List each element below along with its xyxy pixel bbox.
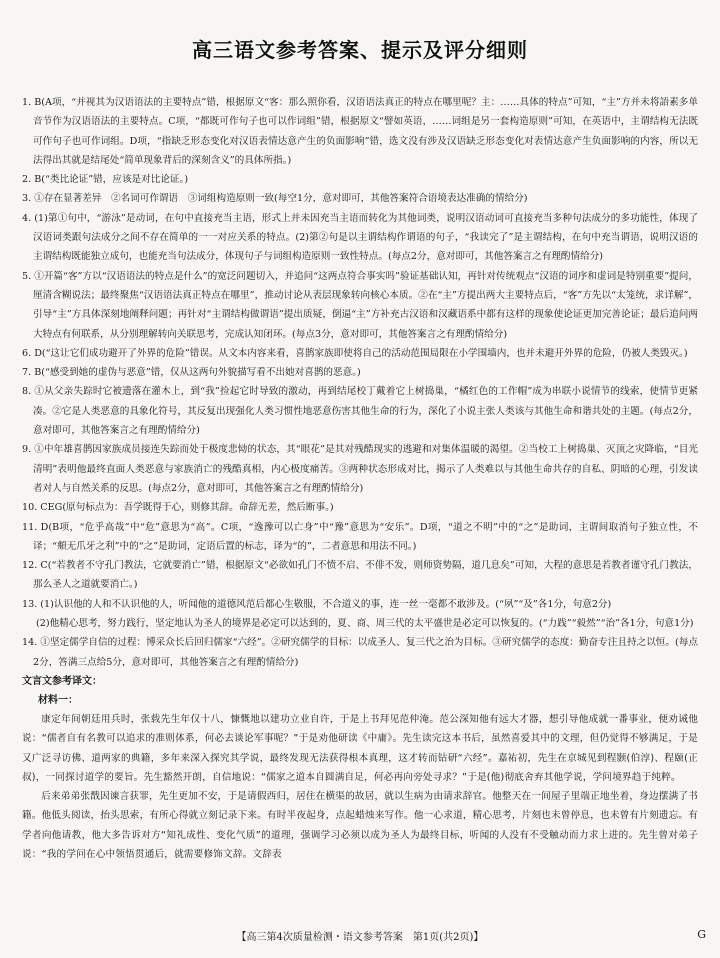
material-heading: 材料一：: [38, 694, 78, 706]
page-title: 高三语文参考答案、提示及评分细则: [192, 38, 528, 62]
page-footer: 【高三第4次质量检测・语文参考答案 第1页(共2页)】: [236, 932, 484, 943]
answer-item: (2)他精心思考，努力践行，坚定地认为圣人的境界是必定可以达到的，夏、商、周三代的太平盛世是必定可以恢复的。(“力践”“毅然”“治”各1分，句意1分): [36, 618, 694, 630]
answer-item: 4. (1)第①句中，“游泳”是动词，在句中直接充当主语，形式上并未因充当主语而转化为其他词类，说明汉语动词可直接充当多种句法成分的多功能性，体现了汉语词类跟句法成分之间不存在简单的一一对应关系的特点。(2)第②句是以主谓结构作谓语的句子，“我读完了”是主谓结构，在句中充当谓语，说明汉语的主谓结构既能独立成句，也能充当句法成分，体现句子与词组构造原则一致性特点。(每点2分，意对即可，其他答案言之有理酌情给分): [22, 212, 698, 263]
translation-heading: 文言文参考译文：: [22, 675, 102, 687]
answer-item: 12. C(“若教者不守孔门教法，它就要消亡”错，根据原文“必欲如孔门不愤不启、不俳不发，则师资势隔，道几息矣”可知，大程的意思是若教者谨守孔门教法，那么圣人之道就要消亡。): [22, 560, 698, 591]
answer-item: 13. (1)认识他的人和不认识他的人，听闻他的道德风范后都心生敬服，不合道义的事，连一丝一毫都不敢涉及。(“夙”“及”各1分，句意2分): [22, 598, 612, 610]
footer-mark: G: [697, 928, 706, 941]
answer-list: [22, 93, 698, 672]
answer-item: 7. B(“感受到她的虚伪与恶意”错，仅从这两句外貌描写看不出她对喜鹊的恶意。): [22, 367, 361, 379]
translation-paragraph: 康定年间朝廷用兵时，张载先生年仅十八，慷慨地以建功立业自许，于是上书拜见范仲淹。范公深知他有远大才器，想引导他成就一番事业，便劝诫他说：“儒者自有名教可以追求的准则体系，何必去谈论军事呢？”于是劝他研读《中庸》。先生读完这本书后，虽然喜爱其中的文理，但仍觉得不够满足，于是又广泛寻访佛、道两家的典籍，多年来深入探究其学说，最终发现无法获得根本真理，这才转而钻研“六经”。嘉祐初，先生在京城见到程颢(伯淳)、程颐(正叔)，一同探讨道学的要旨。先生豁然开朗，自信地说：“儒家之道本自圆满自足，何必再向旁处寻求？”于是(他)彻底舍弃其他学说，学问境界趋于纯粹。: [22, 713, 698, 783]
answer-item: 8. ①从父亲失踪时它被遗落在灌木上，到“我”捡起它时导致的激动，再到结尾校丁戴着它上树捣巢，“橘红色的工作帽”成为串联小说情节的线索，使情节更紧凑。②它是人类恶意的具象化符号，其反复出现强化人类习惯性地恶意伤害其他生命的行为，深化了小说主张人类该与其他生命和谐共处的主题。(每点2分，意对即可，其他答案言之有理酌情给分): [22, 386, 698, 437]
translation-paragraph: 后来弟弟张戬因谏言获罪，先生更加不安，于是请假西归，居住在横渠的故居，就以生病为由请求辞官。他整天在一间屋子里端正地坐着，身边摆满了书籍。他低头阅读，抬头思索，有所心得就立刻记录下来。有时半夜起身，点起蜡烛来写作。他一心求道，精心思考，片刻也未曾停息，也未曾有片刻遗忘。有学者向他请教，他大多告诉对方“知礼成性、变化气质”的道理，强调学习必须以成为圣人为最终目标，听闻的人没有不受触动而力求上进的。先生曾对弟子说：“我的学问在心中领悟贯通后，就需要修饰文辞。文辞表: [22, 791, 698, 860]
answer-item: 5. ①开篇“客”方以“汉语语法的特点是什么”的宽泛问题切入，并追问“这两点符合事实吗”验证基础认知，再针对传统观点“汉语的词序和虚词是特别重要”提问，厘清含糊说法；最终聚焦“汉语语法真正特点在哪里”，推动讨论从表层现象转向核心本质。②在“主”方提出两大主要特点后，“客”方先以“太笼统，求详解”，引导“主”方具体深刻地阐释问题；再针对“主谓结构做谓语”提出质疑，倒逼“主”方补充古汉语和汉藏语系中都有这样的现象使论证更加完善论证；最后追问两大特点有何联系，从分别理解转向关联思考，完成认知闭环。(每点3分，意对即可，其他答案言之有理酌情给分): [22, 270, 698, 340]
answer-item: 14. ①坚定儒学自信的过程：博采众长后回归儒家“六经”。②研究儒学的目标：以成圣人、复三代之治为目标。③研究儒学的态度：勤奋专注且持之以恒。(每点2分，答满三点给5分，意对即可，其他答案言之有理酌情给分): [22, 637, 698, 668]
answer-item: 9. ①中年雄喜鹊因家族成员接连失踪而处于极度悲恸的状态，其“眼花”是其对残酷现实的逃避和对集体温暖的渴望。②当校工上树捣巢、灭顶之灾降临，“目光清明”表明他最终直面人类恶意与家族消亡的残酷真相，内心极度痛苦。③两种状态形成对比，揭示了人类难以与其他生命共存的自私、阴暗的心理，引发读者对人与自然关系的反思。(每点2分，意对即可，其他答案言之有理酌情给分): [22, 444, 698, 494]
answer-item: 6. D(“这让它们成功避开了外界的危险”错误。从文本内容来看，喜鹊家族即使将自己的活动范围局限在小学围墙内，也并未避开外界的危险，仍被人类毁灭。): [22, 347, 688, 359]
answer-item: 3. ①存在显著差异 ②名词可作谓语 ③词组构造原则一致(每空1分，意对即可，其他答案符合语境表达准确的情给分): [22, 193, 528, 205]
answer-item: 10. CEG(原句标点为：吾学既得于心，则修其辞。命辞无差，然后断事。): [22, 502, 334, 514]
answer-item: 11. D(B项，“危乎高哉”中“危”意思为“高”。C项，“逸豫可以亡身”中“豫”意思为“安乐”。D项，“道之不明”中的“之”是助词，主谓间取消句子独立性，不译；“頫无爪牙之利”中的“之”是助词，定语后置的标志，译为“的”，二者意思和用法不同。): [22, 521, 698, 552]
answer-item: 2. B(“类比论证”错，应该是对比论证。): [22, 174, 189, 186]
answer-item: 1. B(A项，“并视其为汉语语法的主要特点”错，根据原文“客：那么照你看，汉语语法真正的特点在哪里呢？主：……具体的特点”可知，“主”方并未将語素多单音节作为汉语语法的主要特点。C项，“都既可作句子也可以作词组”错，根据原文“譬如英语，……词组是另一套构造原则”可知，在英语中，主谓结构无法既可作句子也可作词组。D项，“指缺乏形态变化对汉语表情达意产生的负面影响”错，选文没有涉及汉语缺乏形态变化对表情达意产生负面影响的内容，所以无法得出其就是结尾处“简单现象背后的深刻含义”的具体所指。): [22, 97, 698, 166]
